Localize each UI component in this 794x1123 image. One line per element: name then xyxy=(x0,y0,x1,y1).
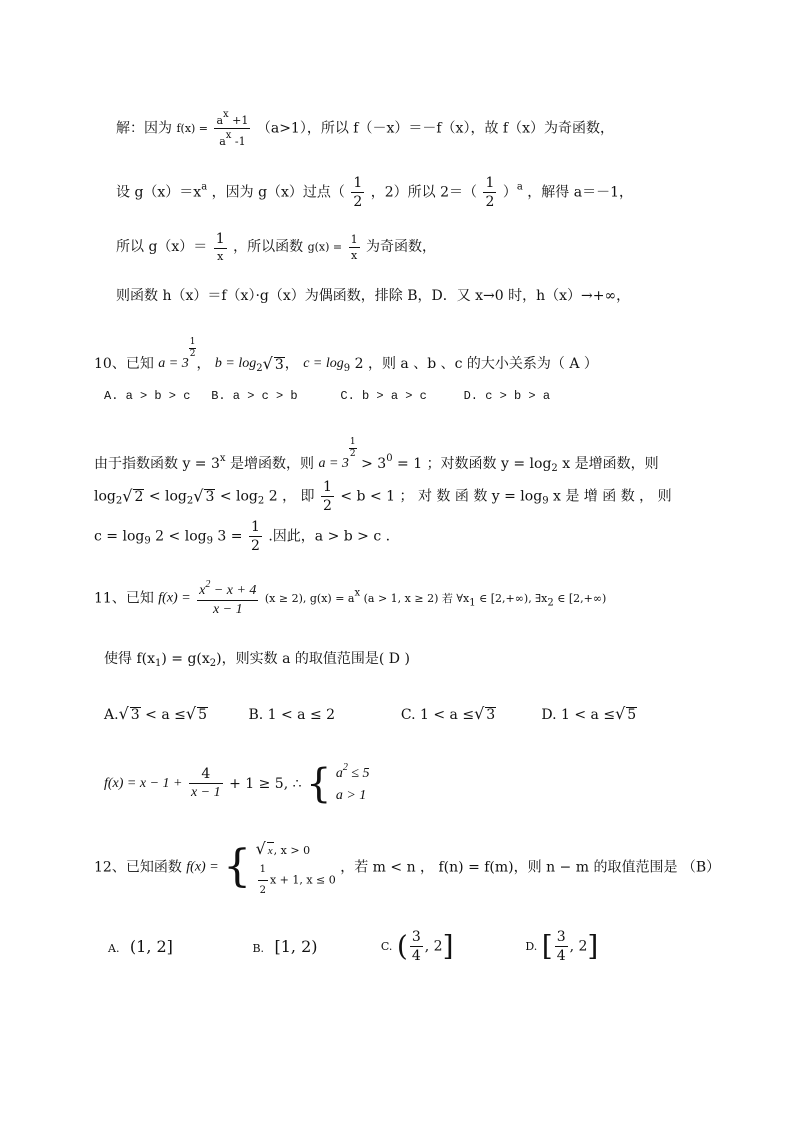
sol9-line2: 设 $g(x)=x^a$ ，因为 g（x）过点（ $\frac{1}{2}$ ，2）所以 2＝（ $\frac{1}{2}$ ）$^a$ ，解得 a＝－1， xyxy=(116,175,633,210)
sol9-l1-a: 解：因为 xyxy=(116,120,172,137)
q10-a-exp: $\frac{1}{2}$ xyxy=(189,337,196,359)
q11-f-frac: $\frac{x^2 - x + 4}{x - 1}$ xyxy=(199,579,257,617)
q10-option-d: D. c > b > a xyxy=(463,389,551,403)
q12-piecewise-brace: { xyxy=(223,841,252,893)
q11-system-brace: { xyxy=(305,760,332,807)
q11-line2: 使得 $f(x_1) = g(x_2)$，则实数 a 的取值范围是( D ) xyxy=(104,651,410,669)
q12-option-a: A. (1, 2] xyxy=(108,936,173,956)
q12-stem: 12、已知函数 f(x) = { √ x, x > 0 $\frac{1}{2}$ x + 1, x ≤ 0 ，若 m < n ， f(n) = f(m)，则 n − m 的取值范围是 （B） xyxy=(94,836,720,899)
q10-option-b: B. a > c > b xyxy=(211,389,298,403)
q11-option-d: D. 1 < a ≤√ 5 xyxy=(541,704,637,723)
q12-option-d: D. [ $\frac{3}{4}$ , 2] xyxy=(525,929,599,964)
q11-option-c: C. 1 < a ≤√ 3 xyxy=(400,704,496,723)
q11-system: $a^2 \le 5$ a > 1 xyxy=(335,762,370,804)
sol9-l1-frac: $\frac{a^x +1}{a^x -1}$ xyxy=(216,109,249,148)
q10-option-c: C. b > a > c xyxy=(340,389,427,403)
q11-stem: 11、已知 f(x) = $\frac{x^2 - x + 4}{x - 1}$ (x ≥ 2), $g(x) = a^x$ (a > 1, x ≥ 2) 若 $\forall x_1$ ∈ [2,+∞), $\exists x_2$ ∈ [2,+∞) xyxy=(94,579,607,617)
q10-half-frac-2: $\frac{1}{2}$ xyxy=(250,519,260,554)
q10-options xyxy=(104,390,550,402)
sol9-l3-frac1: 1 x xyxy=(215,231,225,263)
sol9-line3: 所以 g（x）＝ 1 x ，所以函数 g(x) = $\frac{1}{x}$ 为奇函数， xyxy=(116,231,437,263)
q10-explain-2: $\log_2√$ $2 < \log_2√$ $3 < \log_2 2$ ， 即 $\frac{1}{2}$ < b < 1 ； 对 数 函 数 $y = \log_9 x$ 是 增 函 数 ， 则 xyxy=(94,479,672,514)
sol9-l2-frac1: $\frac{1}{2}$ xyxy=(353,175,363,210)
q12-piecewise: √ x, x > 0 $\frac{1}{2}$ x + 1, x ≤ 0 xyxy=(255,839,336,896)
sol9-l1-f: f(x) = xyxy=(176,122,209,135)
q10-explain-3: $c = \log_9 2 < \log_9 3$ = $\frac{1}{2}$ .因此，a > b > c . xyxy=(94,519,391,554)
q12-option-c: C. ( $\frac{3}{4}$ , 2] xyxy=(380,929,454,964)
sol9-line1 xyxy=(116,110,614,147)
q10-option-a: A. a > b > c xyxy=(104,389,191,403)
q11-option-a: A.√ 3 < a ≤√ 5 xyxy=(104,704,207,723)
q11-option-b: B. 1 < a ≤ 2 xyxy=(248,707,336,723)
sol9-l2-frac2: $\frac{1}{2}$ xyxy=(485,175,495,210)
q10-half-frac: $\frac{1}{2}$ xyxy=(323,479,332,514)
q11-sol-frac: $\frac{4}{x - 1}$ xyxy=(190,766,221,801)
q10-explain-1: 由于指数函数 $y = 3^x$ 是增函数，则 a = 3 $\frac{1}{2}$ > $3^0 = 1$ ；对数函数 $y = \log_2 x$ 是增函数，则 xyxy=(94,437,659,474)
q11-options xyxy=(104,706,637,722)
q10-stem: 10、已知 a = 3 $\frac{1}{2}$ ， $b = \log_2√$ 3， $c = \log_9 2$ ，则 a 、b 、c 的大小关系为（ A ） xyxy=(94,337,598,374)
q12-option-b: B. [1, 2) xyxy=(252,936,318,956)
sol9-line4: 则函数 h（x）＝f（x）·g（x）为偶函数，排除 B，D．又 x→0 时，h（x）→+∞， xyxy=(116,288,631,304)
sol9-l3-frac2: $\frac{1}{x}$ xyxy=(350,232,358,262)
sol9-l1-b: （a>1），所以 f（－x）＝－f（x），故 f（x）为奇函数， xyxy=(256,120,614,137)
q12-options xyxy=(108,930,598,963)
q11-solution: f(x) = x − 1 + $\frac{4}{x - 1}$ + 1 ≥ 5, ∴ { $a^2 \le 5$ a > 1 xyxy=(104,760,370,807)
